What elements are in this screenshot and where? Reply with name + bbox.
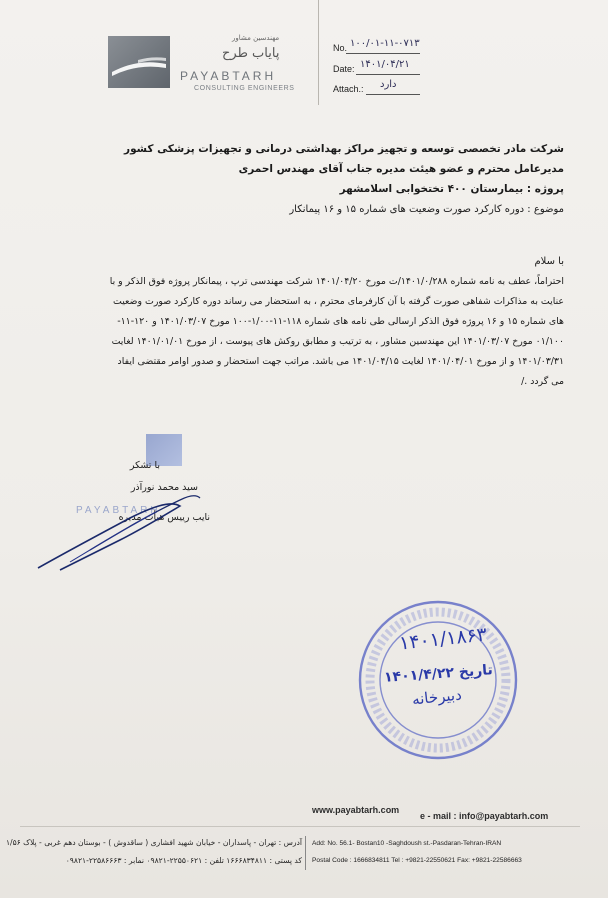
ref-date-value: ۱۴۰۱/۰۴/۲۱ [360, 59, 410, 70]
recipient-person: مدیرعامل محترم و عضو هیئت مدیره جناب آقای مهندس احمری [238, 163, 564, 175]
body-line: احتراماً، عطف به نامه شماره ۱۴۰۱/۰/۲۸۸/ت مورخ ۱۴۰۱/۰۴/۲۰ شرکت مهندسی ترپ ، پیمانکار پروژه فوق الذکر و با [109, 276, 564, 287]
body-line: می گردد ./ [521, 376, 564, 387]
ref-no-line [346, 53, 420, 54]
brand-persian-small: مهندسین مشاور [232, 34, 280, 42]
signature-name: سید محمد نورآذر [130, 482, 198, 493]
ref-no-value: ۱۰۰/۰۱-۱۱-۰۷۱۳ [350, 38, 420, 49]
footer-address-fa: آدرس : تهران - پاسداران - خیابان شهید افشاری ( ساقدوش ) - بوستان دهم غربی - پلاک ۱/۵۶ [5, 838, 302, 847]
ref-attach-label: Attach.: [333, 84, 364, 94]
brand-persian: پایاب طرح [222, 46, 280, 61]
footer-address-en: Add: No. 56.1- Bostan10 -Saghdoush st.-Pasdaran-Tehran-IRAN [312, 840, 502, 847]
payabtarh-logo [108, 36, 170, 88]
signature-title: نایب رییس هیأت مدیره [118, 512, 210, 523]
brand-subtitle: CONSULTING ENGINEERS [194, 85, 295, 92]
header-divider [318, 0, 319, 105]
ref-attach-value: دارد [380, 79, 397, 90]
project-line: پروژه : بیمارستان ۴۰۰ تختخوابی اسلامشهر [339, 183, 564, 195]
stamp-number: ۱۴۰۱/۱۸۶۳ [398, 623, 488, 655]
body-line: عنایت به مذاکرات شفاهی صورت گرفته با آن کارفرمای محترم ، به استحضار می رساند دوره کارکرد صورت وضعیت [113, 296, 564, 307]
footer-separator [305, 836, 306, 870]
footer-phone-fa: کد پستی : ۱۶۶۶۸۳۴۸۱۱ تلفن : ۲۲۵۵۰۶۲۱-۰۹۸۲۱ نمابر : ۲۲۵۸۶۶۶۳-۰۹۸۲۱ [65, 856, 302, 865]
logo-mark-icon [108, 36, 170, 88]
signature-brand: PAYABTARH [76, 505, 161, 516]
ref-date-label: Date: [333, 64, 355, 74]
ref-date-line [356, 74, 420, 75]
ref-no-label: No. [333, 43, 348, 53]
body-line: ۰۱/۱۰۰ مورخ ۱۴۰۱/۰۳/۰۷ این مهندسین مشاور ، به ترتیب و مطابق روکش های پیوست ، از مورخ ۱۴۰۱/۰۱/۰۱ لغایت [111, 336, 564, 347]
stamp-date: تاریخ ۱۴۰۱/۴/۲۲ [383, 662, 494, 686]
recipient-company: شرکت مادر تخصصی توسعه و تجهیز مراکز بهداشتی درمانی و تجهیزات پزشکی کشور [124, 143, 564, 155]
subject-line: موضوع : دوره کارکرد صورت وضعیت های شماره ۱۵ و ۱۶ پیمانکار [289, 204, 564, 215]
body-line: های شماره ۱۵ و ۱۶ پروژه فوق الذکر ارسالی طی نامه های شماره ۱۱۸-۱۱-۱/۰۰-۱۰۰ مورخ ۱۴۰۱/۰۳/۰۷ و ۱۲۰-۱۱- [117, 316, 564, 327]
footer-website: www.payabtarh.com [312, 805, 400, 815]
handwritten-signature [30, 470, 210, 580]
greeting: با سلام [534, 256, 564, 267]
body-line: ۱۴۰۱/۰۳/۳۱ و از مورخ ۱۴۰۱/۰۴/۰۱ لغایت ۱۴۰۱/۰۴/۱۵ می باشد. مراتب جهت استحضار و صدور اوامر مقتضی ایفاد [117, 356, 564, 367]
brand-latin: PAYABTARH [180, 69, 277, 83]
ref-attach-line [366, 94, 420, 95]
signature-thanks: با تشکر [129, 460, 160, 471]
footer-divider [20, 826, 580, 827]
stamp-label: دبیرخانه [411, 685, 463, 709]
footer-email: e - mail : info@payabtarh.com [420, 811, 549, 821]
footer-phone-en: Postal Code : 1666834811 Tel : +9821-22550621 Fax: +9821-22586663 [312, 857, 522, 864]
